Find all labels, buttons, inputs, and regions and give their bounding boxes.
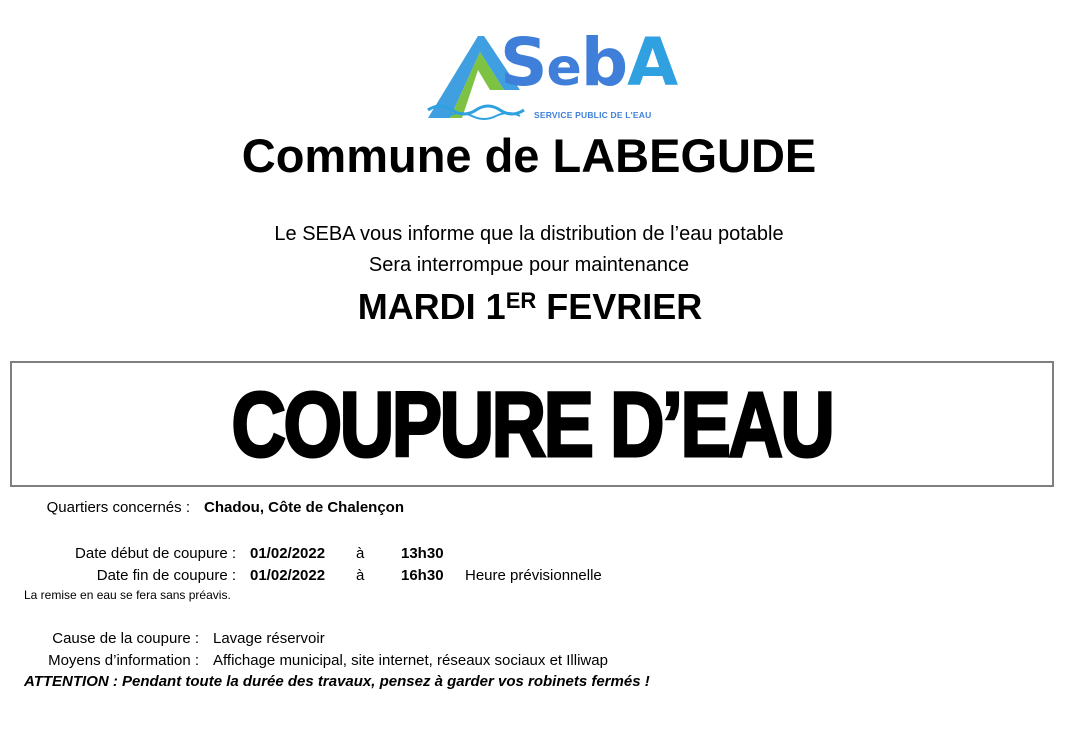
logo-letter-a: A bbox=[627, 24, 678, 101]
date-main: MARDI 1 bbox=[357, 286, 506, 327]
attention-warning: ATTENTION : Pendant toute la durée des travaux, pensez à garder vos robinets fermés ! bbox=[24, 673, 650, 690]
fin-note: Heure prévisionnelle bbox=[465, 567, 602, 584]
cause-value: Lavage réservoir bbox=[213, 630, 325, 647]
quartiers-label: Quartiers concernés : bbox=[46, 499, 190, 516]
fin-a: à bbox=[356, 567, 365, 584]
quartiers-value: Chadou, Côte de Chalençon bbox=[204, 499, 405, 516]
cause-label: Cause de la coupure : bbox=[52, 630, 199, 647]
logo-letter-s: S bbox=[500, 24, 547, 101]
date-superscript: ER bbox=[505, 288, 537, 313]
debut-heure: 13h30 bbox=[401, 545, 444, 562]
debut-a: à bbox=[356, 545, 365, 562]
seba-logo bbox=[420, 24, 690, 125]
info-line-2: Sera interrompue pour maintenance bbox=[368, 254, 690, 276]
moyens-value: Affichage municipal, site internet, réseaux sociaux et Illiwap bbox=[213, 652, 608, 669]
commune-title: Commune de LABEGUDE bbox=[241, 129, 817, 182]
logo-letter-b: b bbox=[580, 24, 628, 101]
date-rest: FEVRIER bbox=[536, 286, 703, 327]
moyens-label: Moyens d’information : bbox=[48, 652, 199, 669]
date-heading bbox=[0, 286, 1060, 328]
coupure-banner bbox=[10, 361, 1054, 487]
debut-label: Date début de coupure : bbox=[75, 545, 236, 562]
debut-date: 01/02/2022 bbox=[250, 545, 326, 562]
info-line-1: Le SEBA vous informe que la distribution de l’eau potable bbox=[274, 223, 784, 245]
banner-title: COUPURE D’EAU bbox=[231, 374, 833, 476]
fin-date: 01/02/2022 bbox=[250, 567, 326, 584]
logo-wordmark bbox=[500, 24, 677, 101]
fin-label: Date fin de coupure : bbox=[96, 567, 236, 584]
logo-tagline: SERVICE PUBLIC DE L'EAU bbox=[534, 110, 652, 120]
logo-letter-e: e bbox=[546, 38, 581, 98]
fin-heure: 16h30 bbox=[401, 567, 444, 584]
remise-note: La remise en eau se fera sans préavis. bbox=[24, 588, 231, 602]
